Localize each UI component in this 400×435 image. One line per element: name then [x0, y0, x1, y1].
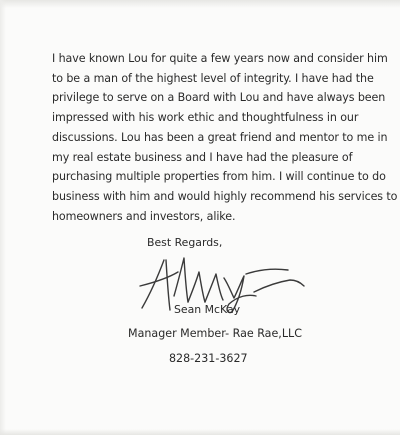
- letter-body-line: discussions. Lou has been a great friend and mentor to me in: [52, 130, 388, 144]
- signer-phone: 828-231-3627: [169, 352, 248, 365]
- letter-body-line: my real estate business and I have had the pleasure of: [52, 150, 353, 164]
- letter-body-line: to be a man of the highest level of integrity. I have had the: [52, 71, 374, 85]
- letter-body-line: privilege to serve on a Board with Lou and have always been: [52, 91, 386, 105]
- paper-edge-bottom: [0, 429, 400, 435]
- letter-body: [52, 49, 398, 226]
- letter-body-line: business with him and would highly recommend his services to: [52, 189, 398, 203]
- paper-edge-left: [0, 0, 6, 435]
- letter-closing: Best Regards,: [147, 236, 223, 249]
- letter-body-line: I have known Lou for quite a few years now and consider him: [52, 52, 388, 65]
- letter-body-line: homeowners and investors, alike.: [52, 209, 236, 223]
- signer-title: Manager Member- Rae Rae,LLC: [128, 327, 302, 340]
- letter-body-line: purchasing multiple properties from him. I will continue to do: [52, 170, 386, 184]
- signer-name: Sean McKay: [174, 303, 241, 316]
- paper-edge-top: [0, 0, 400, 8]
- letter-body-line: impressed with his work ethic and thoughtfulness in our: [52, 111, 359, 125]
